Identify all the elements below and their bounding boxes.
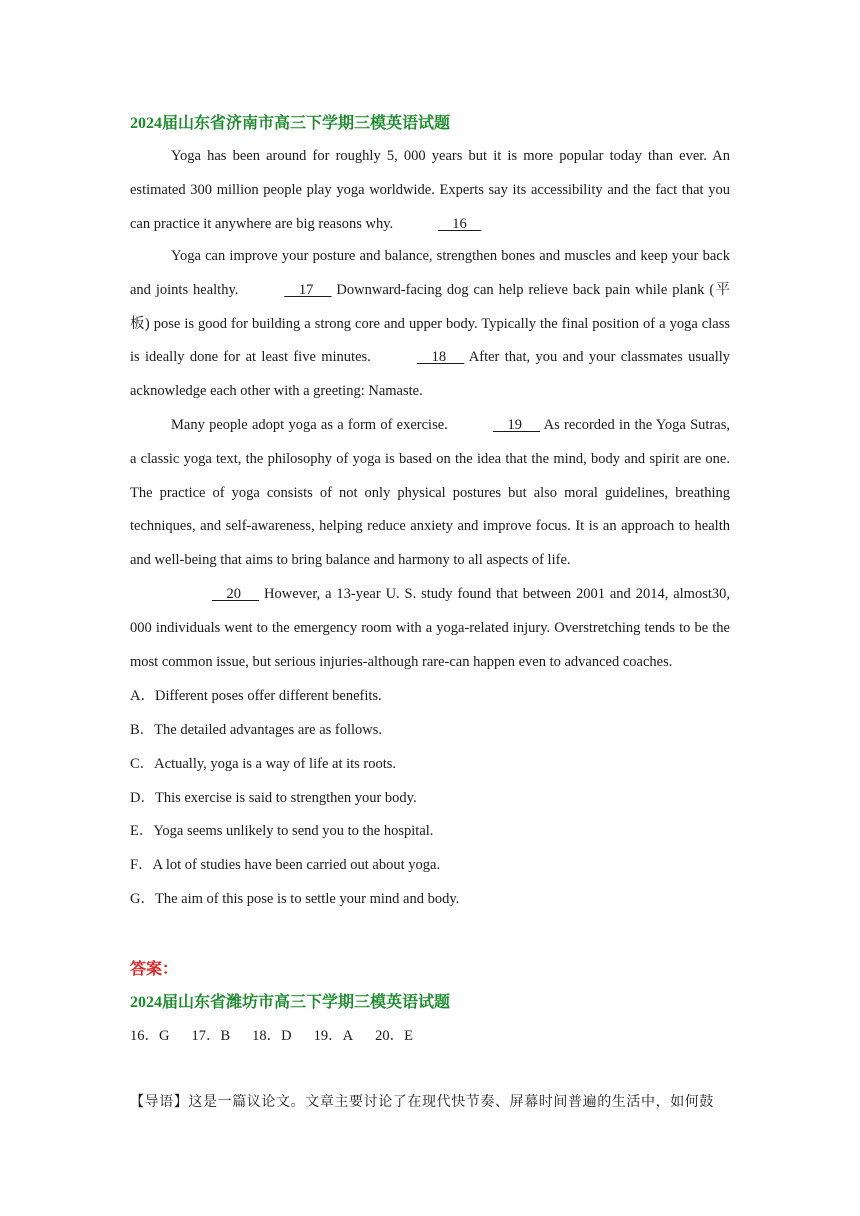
option-f: F．A lot of studies have been carried out about yoga.: [130, 857, 441, 873]
paragraph-3: [130, 409, 730, 578]
answer-18: 18．D: [252, 1028, 292, 1044]
paragraph-1-text: Yoga has been around for roughly 5, 000 years but it is more popular today than ever. An estimated 300 million people play yoga worldwide. Experts say its accessibility and the fact that you can practice it anywhere are big reasons why.: [130, 148, 730, 232]
answer-list: [130, 1024, 435, 1045]
paragraph-1: [130, 140, 730, 241]
paragraph-3-text-a: Many people adopt yoga as a form of exercise.: [171, 417, 453, 433]
page-title: 2024届山东省济南市高三下学期三模英语试题: [130, 115, 451, 132]
answer-label: 答案：: [130, 961, 179, 978]
paragraph-4: [130, 578, 730, 679]
blank-17: 17: [284, 281, 332, 298]
answer-17: 17．B: [191, 1028, 231, 1044]
blank-20: 20: [212, 586, 260, 602]
paragraph-3-text-b: As recorded in the Yoga Sutras, a classic yoga text, the philosophy of yoga is based on the idea that the mind, body and spirit are one. The practice of yoga consists of not only physical postures but also moral guidelines, breathing techniques, and self-awareness, helping reduce anxiety and improve focus. It is an approach to health and well-being that aims to bring balance and harmony to all aspects of life.: [130, 417, 730, 569]
guide-text: 【导语】这是一篇议论文。文章主要讨论了在现代快节奏、屏幕时间普遍的生活中，如何鼓: [130, 1094, 714, 1110]
option-a: A．Different poses offer different benefits.: [130, 688, 382, 704]
paragraph-4-text: However, a 13-year U. S. study found that between 2001 and 2014, almost30, 000 individuals went to the emergency room with a yoga-related injury. Overstretching tends to be the most common issue, but serious injuries-although rare-can happen even to advanced coaches.: [130, 586, 730, 670]
paragraph-2-text-b: Downward-facing dog can help relieve back pain while plank (平板) pose is good for building a strong core and upper body. Typically the final position of a yoga class is ideally done for at least five minutes.: [130, 281, 731, 366]
option-g: G．The aim of this pose is to settle your mind and body.: [130, 891, 460, 907]
option-c: C．Actually, yoga is a way of life at its roots.: [130, 756, 397, 772]
option-e: E．Yoga seems unlikely to send you to the hospital.: [130, 823, 434, 839]
answer-19: 19．A: [313, 1028, 354, 1044]
blank-18: 18: [417, 349, 465, 366]
answer-20: 20．E: [375, 1028, 413, 1044]
blank-16: 16: [437, 215, 482, 232]
option-d: D．This exercise is said to strengthen your body.: [130, 790, 417, 806]
section-title: 2024届山东省潍坊市高三下学期三模英语试题: [130, 994, 451, 1011]
paragraph-2-text-c: After that, you and your classmates usually acknowledge each other with a greeting: Namaste.: [130, 349, 730, 400]
paragraph-2: [130, 240, 730, 409]
blank-19: 19: [493, 417, 541, 433]
answer-16: 16．G: [130, 1028, 170, 1044]
option-b: B．The detailed advantages are as follows.: [130, 722, 383, 738]
paragraph-2-text-a: Yoga can improve your posture and balance, strengthen bones and muscles and keep your back and joints healthy.: [130, 248, 730, 298]
